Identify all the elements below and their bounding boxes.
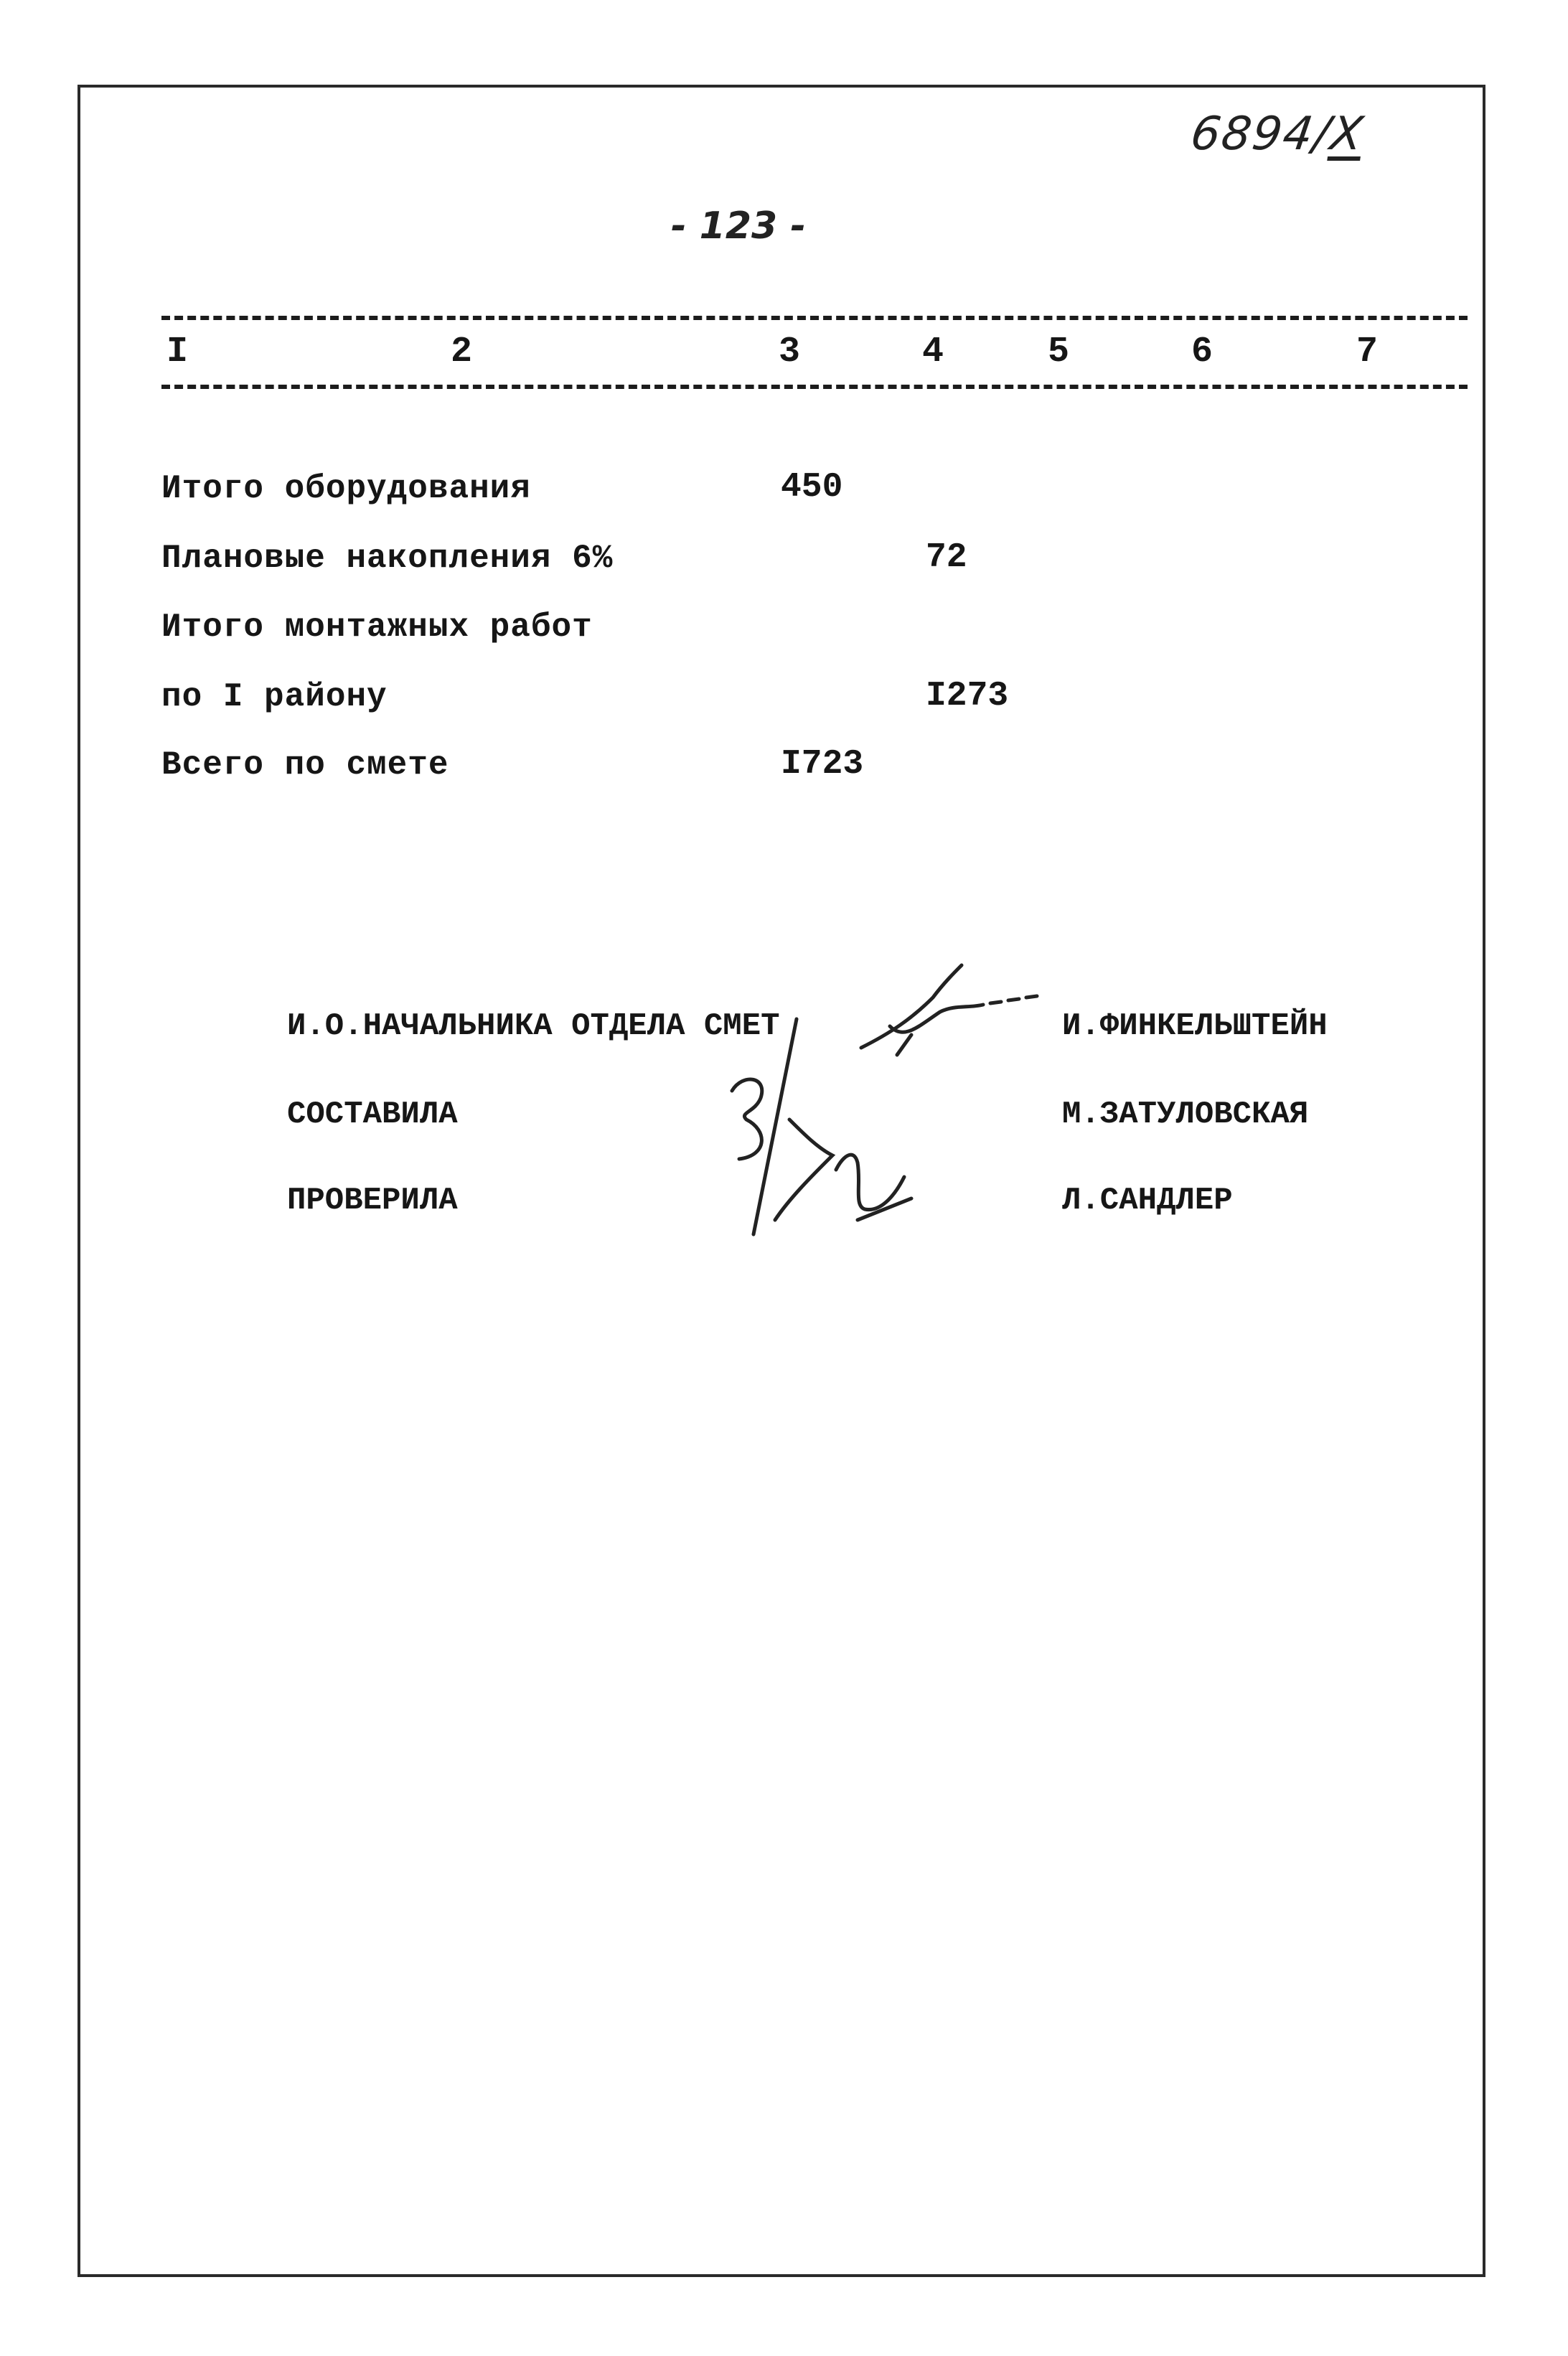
column-header-6: 6 — [1191, 332, 1213, 372]
signature-title-head: И.О.НАЧАЛЬНИКА ОТДЕЛА СМЕТ — [287, 1008, 780, 1044]
signature-name-head: И.ФИНКЕЛЬШТЕЙН — [1062, 1008, 1328, 1044]
signature-title-compiled: СОСТАВИЛА — [287, 1097, 458, 1132]
document-number-roman: X — [1327, 108, 1368, 161]
table-header-top-rule — [161, 316, 1468, 320]
row-value-equipment-total: 450 — [781, 468, 843, 507]
handwritten-signature-compiler — [710, 1005, 926, 1277]
row-label-equipment-total: Итого оборудования — [161, 470, 531, 507]
column-header-5: 5 — [1048, 332, 1070, 372]
page-number: - 123 - — [671, 205, 806, 248]
document-number-value: 6894/ — [1187, 108, 1335, 161]
document-number — [1188, 108, 1368, 161]
row-value-district: I273 — [926, 677, 1009, 715]
column-header-2: 2 — [451, 332, 473, 372]
column-header-4: 4 — [922, 332, 944, 372]
column-header-7: 7 — [1356, 332, 1379, 372]
row-label-installation-total: Итого монтажных работ — [161, 609, 593, 646]
row-label-district: по I району — [161, 678, 388, 715]
row-label-grand-total: Всего по смете — [161, 746, 449, 784]
row-value-grand-total: I723 — [781, 745, 864, 784]
row-label-planned-savings: Плановые накопления 6% — [161, 540, 614, 577]
signature-name-compiled: М.ЗАТУЛОВСКАЯ — [1062, 1097, 1309, 1132]
column-header-3: 3 — [779, 332, 801, 372]
signature-title-checked: ПРОВЕРИЛА — [287, 1183, 458, 1219]
row-value-planned-savings: 72 — [926, 538, 967, 577]
column-header-1: I — [166, 332, 189, 372]
table-header-bottom-rule — [161, 385, 1468, 389]
signature-name-checked: Л.САНДЛЕР — [1062, 1183, 1233, 1219]
